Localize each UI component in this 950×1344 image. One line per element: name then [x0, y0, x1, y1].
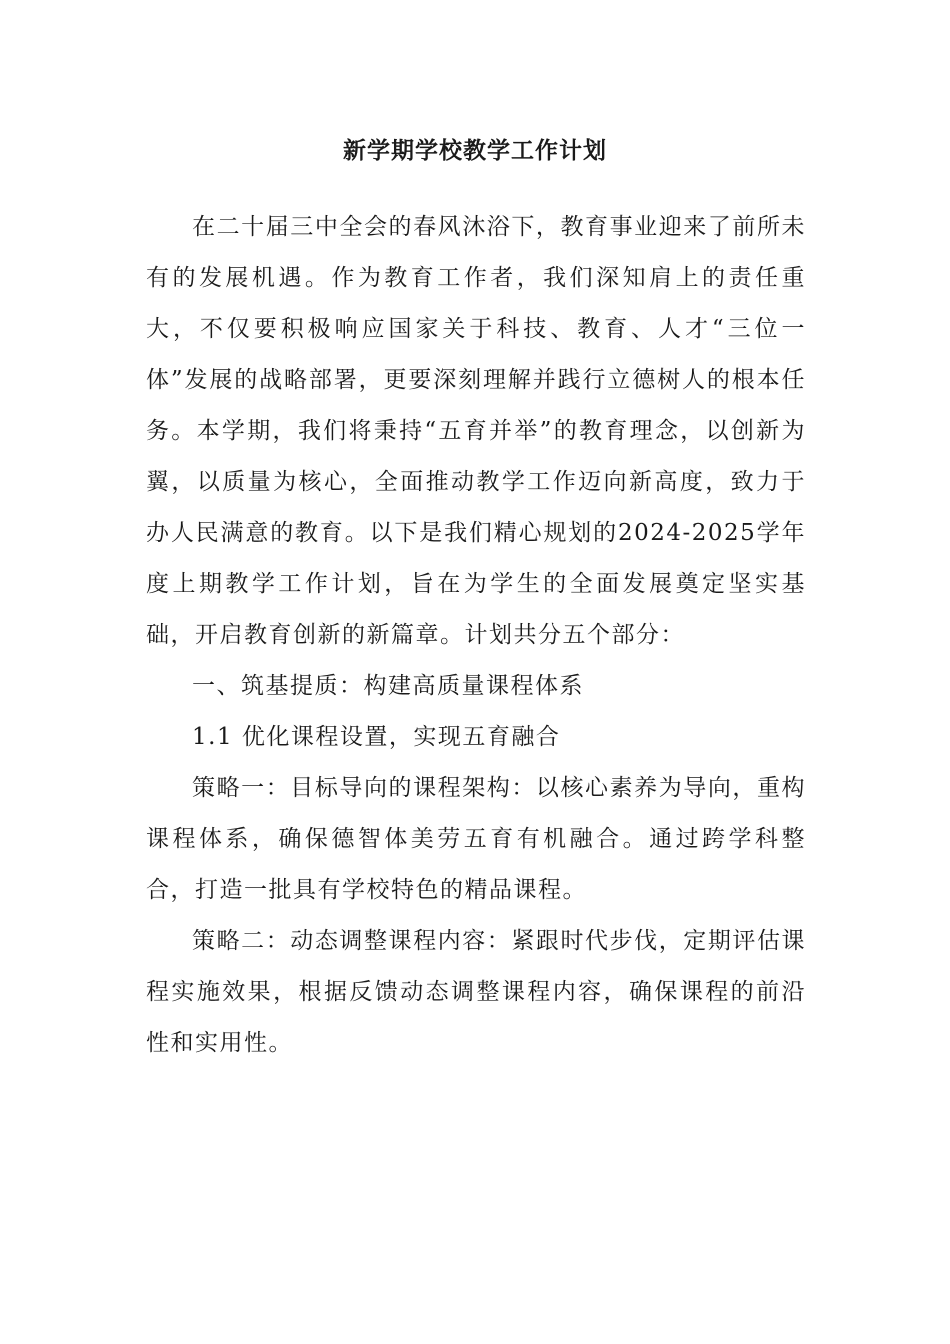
document-title: 新学期学校教学工作计划 — [343, 138, 607, 164]
strategy-two-paragraph: 策略二：动态调整课程内容：紧跟时代步伐，定期评估课程实施效果，根据反馈动态调整课程内容，确保课程的前沿性和实用性。 — [146, 928, 806, 1056]
strategy-one-paragraph: 策略一：目标导向的课程架构：以核心素养为导向，重构课程体系，确保德智体美劳五育有机融合。通过跨学科整合，打造一批具有学校特色的精品课程。 — [146, 775, 806, 903]
intro-paragraph: 在二十届三中全会的春风沐浴下，教育事业迎来了前所未有的发展机遇。作为教育工作者，我们深知肩上的责任重大，不仅要积极响应国家关于科技、教育、人才“三位一体”发展的战略部署，更要深刻理解并践行立德树人的根本任务。本学期，我们将秉持“五育并举”的教育理念，以创新为翼，以质量为核心，全面推动教学工作迈向新高度，致力于办人民满意的教育。以下是我们精心规划的2024-2025学年度上期教学工作计划，旨在为学生的全面发展奠定坚实基础，开启教育创新的新篇章。计划共分五个部分： — [146, 214, 806, 648]
section-heading: 一、筑基提质：构建高质量课程体系 — [192, 673, 584, 699]
subsection-heading: 1.1 优化课程设置，实现五育融合 — [192, 724, 561, 750]
document-body — [146, 202, 806, 1069]
